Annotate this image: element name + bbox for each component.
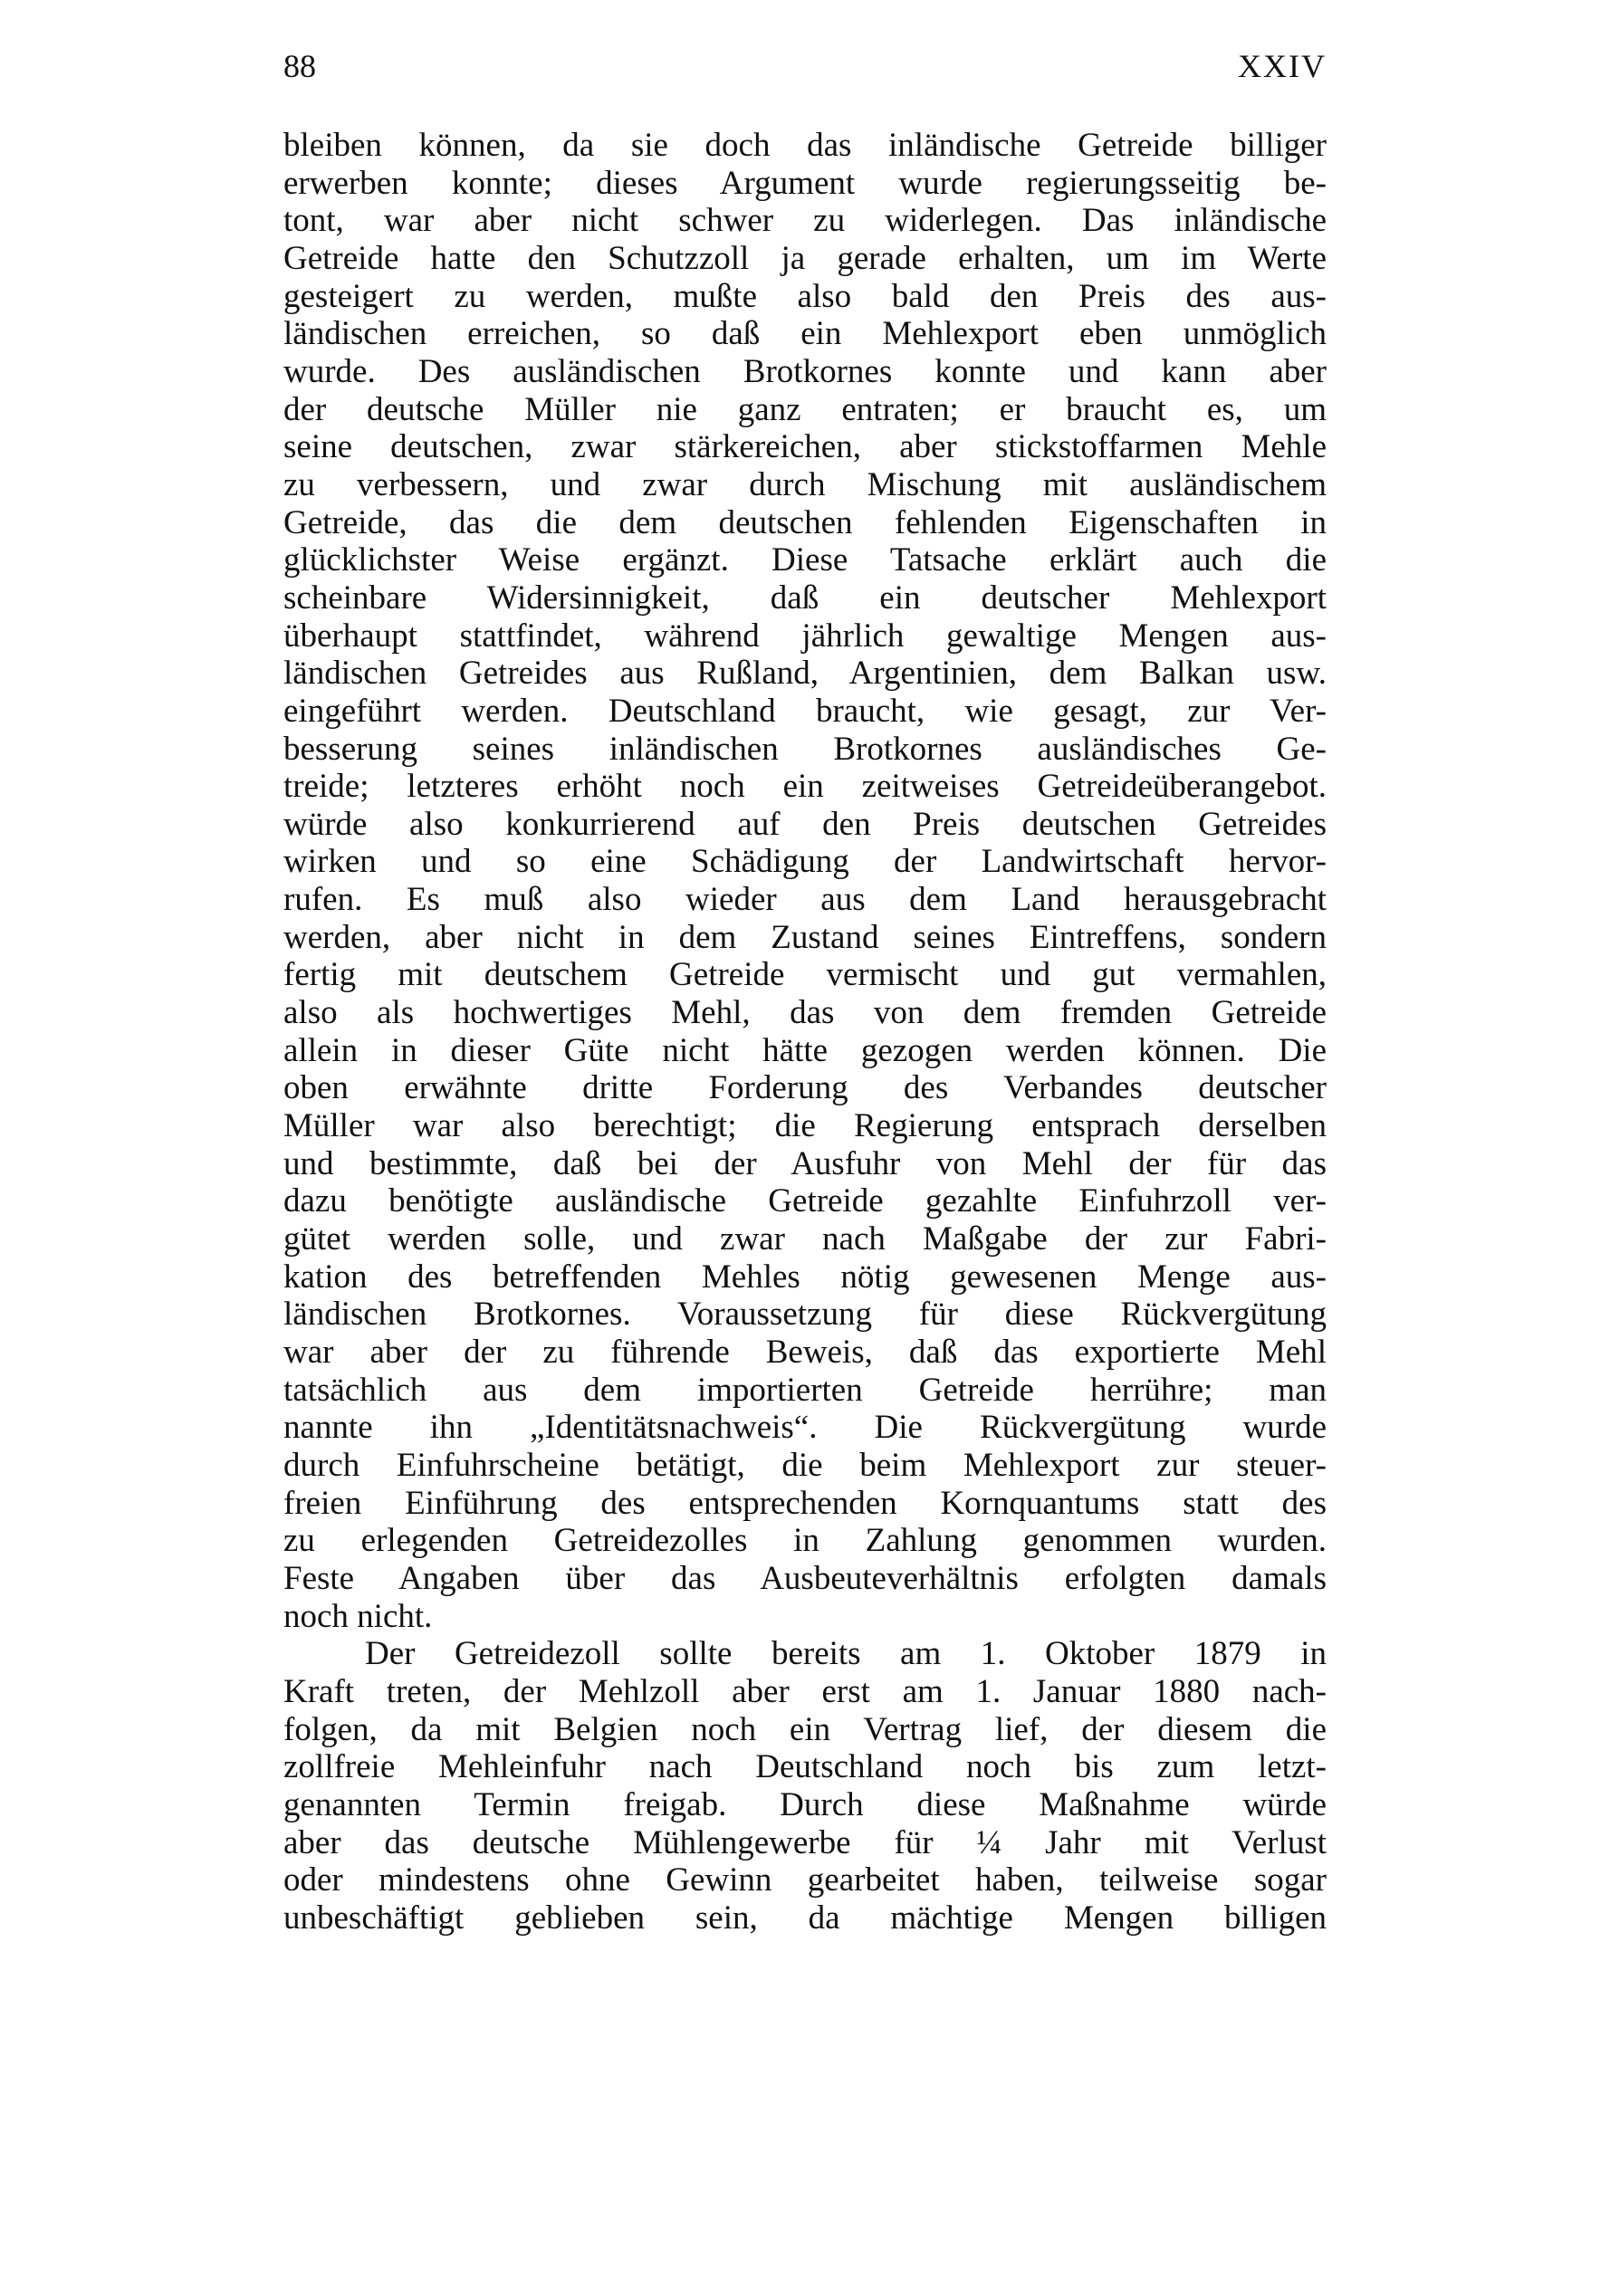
text-line: wirken und so eine Schädigung der Landwirtschaft hervor- [283,843,1327,881]
text-line: kation des betreffenden Mehles nötig gewesenen Menge aus- [283,1258,1327,1296]
text-line: gütet werden solle, und zwar nach Maßgabe der zur Fabri- [283,1220,1327,1258]
text-line: aber das deutsche Mühlengewerbe für ¼ Jahr mit Verlust [283,1823,1327,1861]
text-line: durch Einfuhrscheine betätigt, die beim Mehlexport zur steuer- [283,1446,1327,1484]
body-text [283,127,1327,1937]
text-line: gesteigert zu werden, mußte also bald den Preis des aus- [283,277,1327,315]
text-line: Getreide hatte den Schutzzoll ja gerade erhalten, um im Werte [283,239,1327,277]
text-line: tont, war aber nicht schwer zu widerlegen. Das inländische [283,202,1327,240]
text-line: glücklichster Weise ergänzt. Diese Tatsache erklärt auch die [283,541,1327,579]
text-line: Kraft treten, der Mehlzoll aber erst am 1. Januar 1880 nach- [283,1672,1327,1710]
text-line: oder mindestens ohne Gewinn gearbeitet haben, teilweise sogar [283,1861,1327,1899]
text-line: zollfreie Mehleinfuhr nach Deutschland noch bis zum letzt- [283,1748,1327,1786]
text-line: werden, aber nicht in dem Zustand seines Eintreffens, sondern [283,918,1327,956]
text-line: allein in dieser Güte nicht hätte gezogen werden können. Die [283,1031,1327,1069]
text-line: besserung seines inländischen Brotkornes ausländisches Ge- [283,730,1327,768]
text-line: rufen. Es muß also wieder aus dem Land herausgebracht [283,881,1327,919]
text-line: ländischen erreichen, so daß ein Mehlexport eben unmöglich [283,315,1327,353]
text-line: nannte ihn „Identitätsnachweis“. Die Rückvergütung wurde [283,1409,1327,1447]
text-line: ländischen Getreides aus Rußland, Argentinien, dem Balkan usw. [283,655,1327,693]
text-line: Der Getreidezoll sollte bereits am 1. Oktober 1879 in [365,1635,1327,1673]
text-line: freien Einführung des entsprechenden Kornquantums statt des [283,1484,1327,1522]
text-line: seine deutschen, zwar stärkereichen, aber stickstoffarmen Mehle [283,428,1327,466]
text-line: unbeschäftigt geblieben sein, da mächtige Mengen billigen [283,1899,1327,1937]
text-line: bleiben können, da sie doch das inländische Getreide billiger [283,127,1327,164]
text-line: war aber der zu führende Beweis, daß das exportierte Mehl [283,1334,1327,1371]
text-line: folgen, da mit Belgien noch ein Vertrag lief, der diesem die [283,1710,1327,1748]
text-line: dazu benötigte ausländische Getreide gezahlte Einfuhrzoll ver- [283,1182,1327,1220]
text-line: also als hochwertiges Mehl, das von dem fremden Getreide [283,994,1327,1032]
page-header [283,45,1327,87]
text-line: tatsächlich aus dem importierten Getreide herrühre; man [283,1371,1327,1409]
text-line: Feste Angaben über das Ausbeuteverhältnis erfolgten damals [283,1559,1327,1597]
text-line: treide; letzteres erhöht noch ein zeitweises Getreideüberangebot. [283,768,1327,806]
text-line: würde also konkurrierend auf den Preis deutschen Getreides [283,805,1327,843]
text-line: ländischen Brotkornes. Voraussetzung für diese Rückvergütung [283,1296,1327,1334]
text-line: eingeführt werden. Deutschland braucht, wie gesagt, zur Ver- [283,692,1327,730]
text-line: erwerben konnte; dieses Argument wurde regierungsseitig be- [283,164,1327,202]
text-line: scheinbare Widersinnigkeit, daß ein deutscher Mehlexport [283,579,1327,617]
text-line: Müller war also berechtigt; die Regierung entsprach derselben [283,1107,1327,1145]
text-line: oben erwähnte dritte Forderung des Verbandes deutscher [283,1069,1327,1107]
text-line: der deutsche Müller nie ganz entraten; er braucht es, um [283,390,1327,428]
text-line: überhaupt stattfindet, während jährlich gewaltige Mengen aus- [283,617,1327,655]
text-line: und bestimmte, daß bei der Ausfuhr von Mehl der für das [283,1144,1327,1182]
text-line: zu erlegenden Getreidezolles in Zahlung genommen wurden. [283,1522,1327,1560]
text-line: fertig mit deutschem Getreide vermischt und gut vermahlen, [283,956,1327,994]
signature-mark: XXIV [1238,48,1327,84]
text-line: genannten Termin freigab. Durch diese Maßnahme würde [283,1785,1327,1823]
text-line: wurde. Des ausländischen Brotkornes konnte und kann aber [283,352,1327,390]
text-line: noch nicht. [283,1597,433,1635]
page-number: 88 [283,48,316,84]
text-line: Getreide, das die dem deutschen fehlenden Eigenschaften in [283,503,1327,541]
text-line: zu verbessern, und zwar durch Mischung mit ausländischem [283,465,1327,503]
